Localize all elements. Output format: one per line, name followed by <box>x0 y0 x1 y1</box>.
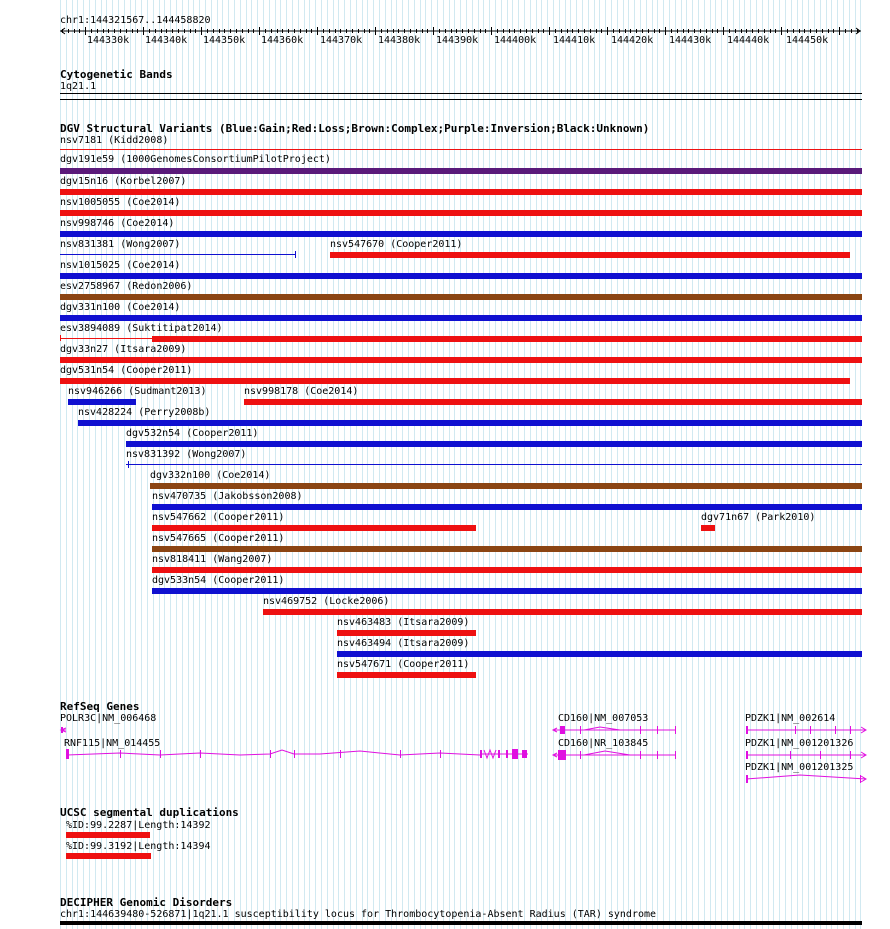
variant-label: nsv1005055 (Coe2014) <box>60 197 181 208</box>
variant-label: nsv463483 (Itsara2009) <box>337 617 470 628</box>
variant-label: dgv191e59 (1000GenomesConsortiumPilotProject) <box>60 154 331 165</box>
variant-bar-gain[interactable] <box>337 651 862 657</box>
variant-bar-loss[interactable] <box>152 336 862 342</box>
decipher-bar[interactable] <box>60 921 862 925</box>
variant-bar-loss[interactable] <box>60 189 862 195</box>
variant-bar-inversion[interactable] <box>60 168 862 174</box>
variant-bar-loss[interactable] <box>60 378 850 384</box>
variant-label: nsv998178 (Coe2014) <box>244 386 359 397</box>
gene-label: CD160|NM_007053 <box>558 713 649 724</box>
variant-label: nsv946266 (Sudmant2013) <box>68 386 207 397</box>
refseq-track-title: RefSeq Genes <box>60 700 140 713</box>
variant-bar-loss[interactable] <box>60 210 862 216</box>
ruler-tick-label: 144430k <box>669 35 712 46</box>
ruler-tick-label: 144410k <box>553 35 596 46</box>
variant-bar-complex[interactable] <box>150 483 862 489</box>
gene-label: PDZK1|NM_001201326 <box>745 738 854 749</box>
gene-model-cd160-nr[interactable] <box>553 750 676 760</box>
variant-bar-gain[interactable] <box>68 399 136 405</box>
variant-label: nsv7181 (Kidd2008) <box>60 135 169 146</box>
ruler-tick-label: 144370k <box>320 35 363 46</box>
variant-bar-loss[interactable] <box>263 609 862 615</box>
ruler-tick-label: 144390k <box>436 35 479 46</box>
variant-bar-loss[interactable] <box>337 672 476 678</box>
variant-end-mark <box>295 251 296 258</box>
variant-label: dgv332n100 (Coe2014) <box>150 470 271 481</box>
variant-label: nsv818411 (Wang2007) <box>152 554 273 565</box>
variant-bar-loss-thin[interactable] <box>60 338 152 339</box>
variant-label: esv3894089 (Suktitipat2014) <box>60 323 223 334</box>
decipher-track-title: DECIPHER Genomic Disorders <box>60 896 233 909</box>
ruler-tick-label: 144380k <box>378 35 421 46</box>
variant-bar-gain[interactable] <box>60 273 862 279</box>
ruler-tick-label: 144340k <box>145 35 188 46</box>
variant-label: nsv469752 (Locke2006) <box>263 596 390 607</box>
variant-bar-loss[interactable] <box>330 252 850 258</box>
gene-label: CD160|NR_103845 <box>558 738 649 749</box>
segdup-bar[interactable] <box>66 853 151 859</box>
refseq-gene-models <box>0 720 890 785</box>
dgv-track-title: DGV Structural Variants (Blue:Gain;Red:Loss;Brown:Complex;Purple:Inversion;Black:Unknown) <box>60 122 650 135</box>
cytoband-track-title: Cytogenetic Bands <box>60 68 173 81</box>
variant-label: dgv33n27 (Itsara2009) <box>60 344 187 355</box>
ruler-tick-label: 144450k <box>786 35 829 46</box>
variant-bar-complex[interactable] <box>152 546 862 552</box>
gene-model-rnf115[interactable] <box>66 749 528 759</box>
variant-start-mark <box>128 461 129 468</box>
variant-label: nsv547662 (Cooper2011) <box>152 512 285 523</box>
variant-label: dgv533n54 (Cooper2011) <box>152 575 285 586</box>
ruler-tick-label: 144400k <box>494 35 537 46</box>
variant-label: nsv831381 (Wong2007) <box>60 239 181 250</box>
ruler-tick-label: 144360k <box>261 35 304 46</box>
ruler-tick-label: 144330k <box>87 35 130 46</box>
variant-bar-loss[interactable] <box>337 630 476 636</box>
variant-bar-loss[interactable] <box>701 525 715 531</box>
gene-model-pdzk1-c[interactable] <box>746 775 866 783</box>
variant-label: dgv532n54 (Cooper2011) <box>126 428 259 439</box>
variant-bar-gain[interactable] <box>126 441 862 447</box>
variant-label: nsv463494 (Itsara2009) <box>337 638 470 649</box>
gene-label: PDZK1|NM_001201325 <box>745 762 854 773</box>
variant-label: dgv531n54 (Cooper2011) <box>60 365 193 376</box>
gene-model-pdzk1-b[interactable] <box>746 751 866 759</box>
variant-bar-gain[interactable] <box>78 420 862 426</box>
cytoband-bar[interactable] <box>60 93 862 94</box>
variant-label: nsv470735 (Jakobsson2008) <box>152 491 303 502</box>
variant-label: dgv15n16 (Korbel2007) <box>60 176 187 187</box>
ruler-tick-label: 144440k <box>727 35 770 46</box>
gene-model-pdzk1-a[interactable] <box>746 726 866 734</box>
variant-bar-gain[interactable] <box>152 588 862 594</box>
segdup-label: %ID:99.3192|Length:14394 <box>66 841 211 852</box>
ruler-tick-label: 144420k <box>611 35 654 46</box>
variant-bar-loss[interactable] <box>244 399 862 405</box>
variant-label: nsv1015025 (Coe2014) <box>60 260 181 271</box>
variant-start-mark <box>60 335 61 341</box>
gene-model-polr3c[interactable] <box>61 727 66 733</box>
variant-label: nsv547671 (Cooper2011) <box>337 659 470 670</box>
variant-label: nsv428224 (Perry2008b) <box>78 407 211 418</box>
gene-label: RNF115|NM_014455 <box>64 738 161 749</box>
variant-bar-gain[interactable] <box>152 504 862 510</box>
variant-label: nsv998746 (Coe2014) <box>60 218 175 229</box>
variant-label: dgv71n67 (Park2010) <box>701 512 816 523</box>
variant-bar-loss[interactable] <box>152 525 476 531</box>
ruler-tick-label: 144350k <box>203 35 246 46</box>
variant-label: dgv331n100 (Coe2014) <box>60 302 181 313</box>
decipher-label: chr1:144639480-526871|1q21.1 susceptibility locus for Thrombocytopenia-Absent Radius (TAR) syndrome <box>60 909 657 920</box>
segdup-track-title: UCSC segmental duplications <box>60 806 239 819</box>
cytoband-label: 1q21.1 <box>60 81 97 92</box>
variant-bar-loss[interactable] <box>60 149 862 150</box>
variant-label: nsv547670 (Cooper2011) <box>330 239 463 250</box>
gene-label: POLR3C|NM_006468 <box>60 713 157 724</box>
variant-bar-gain[interactable] <box>60 231 862 237</box>
variant-bar-loss[interactable] <box>152 567 862 573</box>
variant-bar-complex[interactable] <box>60 294 862 300</box>
gene-model-cd160-nm[interactable] <box>553 726 676 734</box>
variant-bar-gain[interactable] <box>60 315 862 321</box>
cytoband-border <box>60 99 862 100</box>
segdup-bar[interactable] <box>66 832 150 838</box>
segdup-label: %ID:99.2287|Length:14392 <box>66 820 211 831</box>
variant-label: nsv547665 (Cooper2011) <box>152 533 285 544</box>
variant-bar-gain[interactable] <box>126 464 862 465</box>
variant-bar-loss[interactable] <box>60 357 862 363</box>
ruler-position: chr1:144321567..144458820 <box>60 15 211 26</box>
variant-label: esv2758967 (Redon2006) <box>60 281 193 292</box>
variant-bar-gain[interactable] <box>60 254 296 255</box>
variant-label: nsv831392 (Wong2007) <box>126 449 247 460</box>
gene-label: PDZK1|NM_002614 <box>745 713 836 724</box>
